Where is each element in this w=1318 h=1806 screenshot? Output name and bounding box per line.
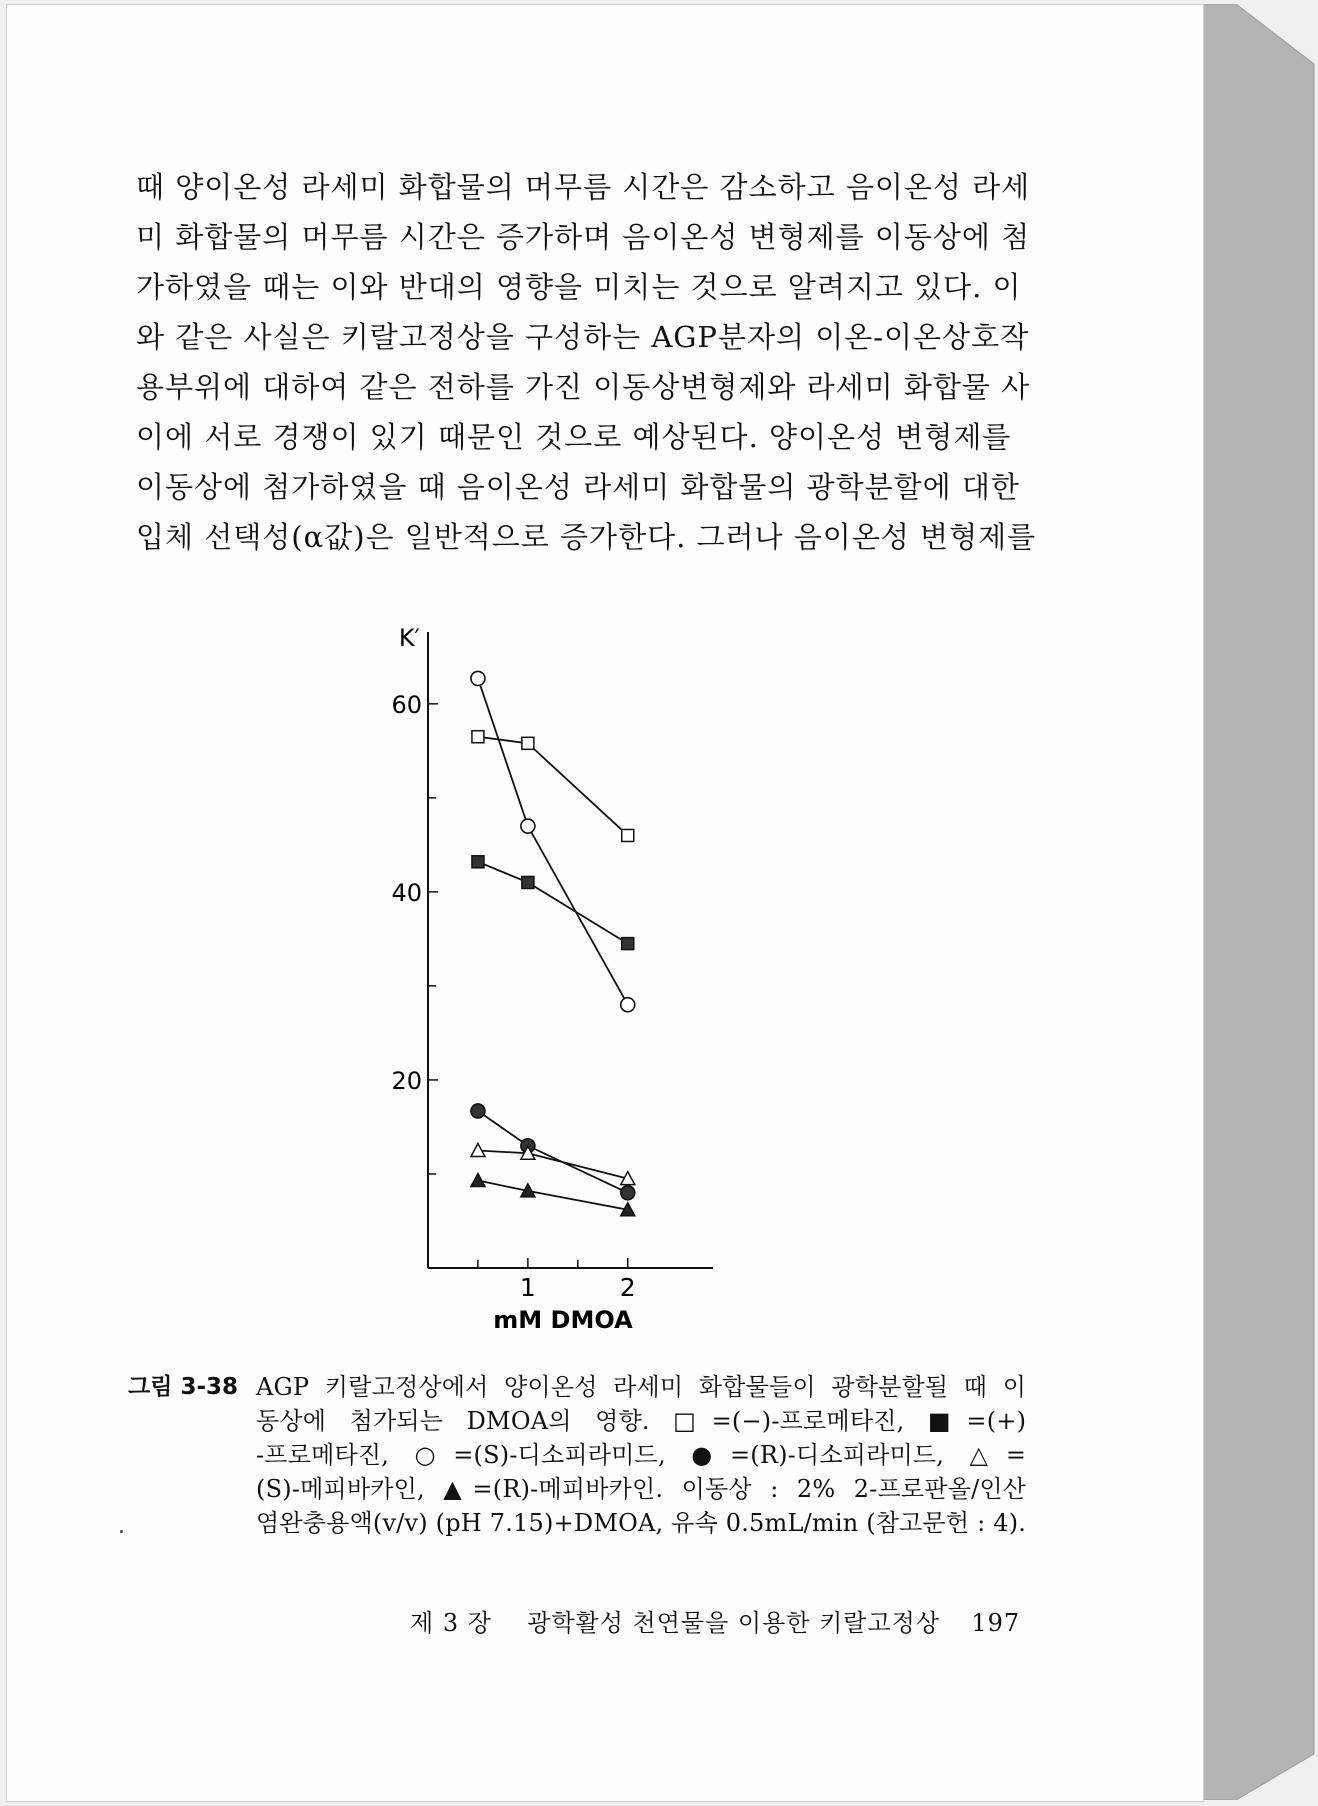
data-point-circle-filled [621, 1186, 635, 1200]
series-line-triangle-open [478, 1150, 628, 1178]
data-point-circle-open [621, 998, 635, 1012]
speck [120, 1530, 123, 1533]
series-line-triangle-filled [478, 1181, 628, 1210]
chart-marks [471, 671, 635, 1215]
caption-line: AGP 키랄고정상에서 양이온성 라세미 화합물들이 광학분할될 때 이 [256, 1373, 1027, 1401]
footer-title: 광학활성 천연물을 이용한 키랄고정상 [527, 1609, 941, 1637]
y-tick-label: 60 [391, 690, 422, 719]
data-point-circle-filled [471, 1104, 485, 1118]
data-point-square-open [622, 829, 634, 841]
chart-axes [391, 624, 713, 1334]
data-point-square-filled [522, 876, 534, 888]
body-line: 입체 선택성(α값)은 일반적으로 증가한다. 그러나 음이온성 변형제를 [136, 520, 1037, 554]
data-point-square-open [472, 731, 484, 743]
y-axis-label: K′ [398, 624, 420, 652]
data-point-square-open [522, 737, 534, 749]
caption-line: 염완충용액(v/v) (pH 7.15)+DMOA, 유속 0.5mL/min (참고문헌 : 4). [256, 1509, 1027, 1537]
series-line-square-filled [478, 862, 628, 944]
running-footer [410, 1603, 1021, 1638]
body-line: 미 화합물의 머무름 시간은 증가하며 음이온성 변형제를 이동상에 첨 [136, 220, 1031, 254]
page-number: 197 [971, 1609, 1021, 1637]
series-line-circle-open [478, 678, 628, 1004]
body-line: 가하였을 때는 이와 반대의 영향을 미치는 것으로 알려지고 있다. 이 [136, 270, 1022, 304]
footer-chapter: 제 3 장 [410, 1609, 492, 1637]
body-line: 이에 서로 경쟁이 있기 때문인 것으로 예상된다. 양이온성 변형제를 [136, 420, 1012, 454]
data-point-circle-open [521, 819, 535, 833]
y-tick-label: 20 [391, 1066, 422, 1095]
caption-line: (S)-메피바카인, ▲=(R)-메피바카인. 이동상 : 2% 2-프로판올/인산 [256, 1475, 1027, 1503]
k-prime-vs-dmoa-chart [380, 620, 740, 1340]
body-paragraph [136, 162, 1037, 562]
figure-caption [128, 1370, 1027, 1540]
x-tick-label: 1 [519, 1273, 536, 1302]
x-tick-label: 2 [619, 1273, 636, 1302]
body-line: 와 같은 사실은 키랄고정상을 구성하는 AGP분자의 이온-이온상호작 [136, 320, 1030, 354]
data-point-triangle-filled [471, 1174, 485, 1187]
data-point-square-filled [622, 938, 634, 950]
body-line: 때 양이온성 라세미 화합물의 머무름 시간은 감소하고 음이온성 라세 [136, 170, 1031, 204]
x-axis-label: mM DMOA [493, 1306, 633, 1334]
series-line-square-open [478, 737, 628, 836]
data-point-square-filled [472, 856, 484, 868]
y-tick-label: 40 [391, 878, 422, 907]
page-stack-edge [1196, 4, 1316, 1800]
caption-line: -프로메타진, ○=(S)-디소피라미드, ●=(R)-디소피라미드, △= [256, 1441, 1027, 1469]
body-line: 용부위에 대하여 같은 전하를 가진 이동상변형제와 라세미 화합물 사 [136, 370, 1031, 404]
figure-number: 그림 3-38 [128, 1374, 238, 1400]
body-line: 이동상에 첨가하였을 때 음이온성 라세미 화합물의 광학분할에 대한 [136, 470, 1020, 504]
data-point-circle-open [471, 671, 485, 685]
caption-line: 동상에 첨가되는 DMOA의 영향. □=(−)-프로메타진, ■=(+) [256, 1407, 1027, 1435]
